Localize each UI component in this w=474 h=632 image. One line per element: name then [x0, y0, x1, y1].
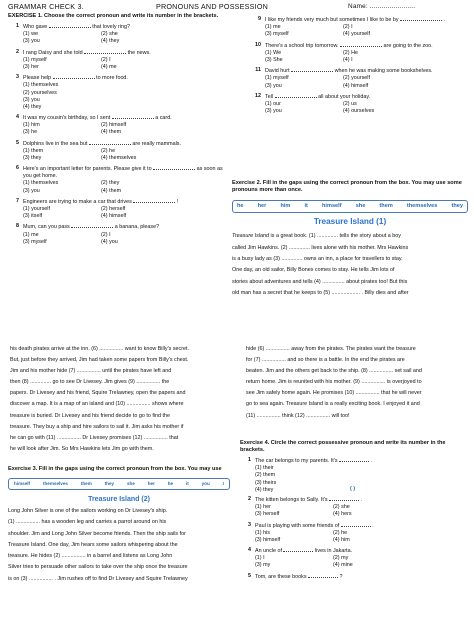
question-number: 1 [16, 23, 19, 30]
answer-option[interactable]: (4) they [101, 38, 120, 45]
answer-option[interactable]: (3) you [265, 82, 282, 89]
question-number: 1 [248, 457, 251, 464]
answer-blank[interactable] [339, 457, 369, 462]
answer-option[interactable]: (4) themselves [101, 154, 137, 161]
question [250, 16, 468, 38]
exercise2-title: Exercise 2. Fill in the gaps using the correct pronoun from the box. You may use some pronouns more than once. [232, 180, 462, 193]
question [8, 223, 230, 245]
question-text [265, 42, 468, 50]
question [250, 67, 468, 89]
question-number: 4 [16, 114, 19, 121]
question [240, 496, 468, 518]
word-box-item: you [201, 480, 210, 486]
answer-blank[interactable] [112, 114, 154, 119]
story-line [232, 254, 468, 265]
word-box-item: it [304, 202, 308, 209]
question-text [23, 74, 230, 82]
exercise1-title: EXERCISE 1. Choose the correct pronoun and write its number in the brackets. [8, 13, 219, 19]
question-text-end: when he was making some bookshelves. [333, 68, 433, 75]
answer-options [250, 101, 468, 115]
question-number: 2 [16, 48, 19, 55]
word-box-item: he [167, 480, 174, 486]
answer-option[interactable]: (2) herself [101, 206, 126, 213]
story2-text [8, 506, 230, 584]
question [240, 547, 468, 569]
answer-option[interactable]: (4) himself [343, 82, 369, 89]
question-number: 6 [16, 165, 19, 172]
question [8, 49, 230, 71]
story-line: Long John Silver is one of the sailors working on Dr Livesey's ship. [8, 508, 168, 515]
word-box-item: her [257, 202, 267, 209]
answer-option[interactable]: (1) him [23, 122, 40, 129]
answer-blank[interactable] [283, 547, 313, 552]
question [240, 457, 468, 493]
story-text: is a great book. (1) [269, 233, 318, 240]
answer-option[interactable]: (3) itself [23, 213, 43, 220]
question-stem [250, 42, 468, 50]
answer-blank[interactable]: ................... [331, 290, 360, 297]
answer-option[interactable]: (2) they [101, 180, 120, 187]
story-line: see Jim safely home again. He promises (10) ................ that he will never [246, 390, 422, 397]
answer-option[interactable]: (1) themselves [23, 180, 59, 187]
word-box-item: them [379, 202, 393, 209]
answer-option[interactable]: (4) them [101, 187, 122, 194]
story-text: stories about adventures and tells (4) [232, 278, 323, 285]
question-stem [240, 573, 468, 581]
question-text-start: There's a school trip tomorrow. [265, 42, 341, 49]
answer-option[interactable]: (4) himself [101, 213, 127, 220]
answer-options [8, 57, 230, 71]
story-text: about pirates too! But this [344, 278, 408, 285]
exercise1-right-items [250, 16, 468, 115]
exercise1-left [8, 13, 230, 246]
question [8, 114, 230, 136]
question-text-end: that lovely ring? [90, 24, 131, 31]
answer-option[interactable]: (3) her [23, 63, 39, 70]
story-line: shoulder. Jim and Long John Silver become friends. Then the ship sails for [8, 530, 186, 537]
question-stem [8, 223, 230, 231]
word-box-item: them [80, 480, 92, 486]
story-text: . Billy dies and after [359, 290, 409, 297]
question-text [255, 496, 468, 504]
story-line: hide (6) ................ away from the pirates. The pirates want the treasure [246, 346, 416, 352]
word-box-item: they [451, 202, 463, 209]
question-text [23, 165, 230, 180]
question-text [23, 140, 230, 148]
answer-option[interactable]: (3) you [265, 108, 282, 115]
question-text [23, 114, 230, 122]
question [240, 522, 468, 544]
answer-option[interactable]: (1) we [23, 31, 38, 38]
answer-blank[interactable] [49, 23, 91, 28]
story-text: old man has a secret that he keeps to (5) [232, 290, 332, 297]
word-box-item: her [147, 480, 155, 486]
answer-option[interactable]: (3) you [23, 187, 40, 194]
story-line: return home. Jim is reunited with his mother. (9) ................ is overjoyed to [246, 379, 422, 386]
question-text-end: lives in Jakarta. [313, 548, 353, 555]
answer-option[interactable]: (4) ourselves [343, 108, 375, 115]
question [240, 573, 468, 581]
answer-option[interactable]: (4) hers [333, 511, 352, 518]
answer-option[interactable]: (3) my [255, 562, 271, 569]
word-box-item: themselves [42, 480, 68, 486]
answer-option[interactable]: (2) my [333, 555, 349, 562]
story-line: go to sea again. Treasure Island is a really exciting book. I enjoyed it and [246, 401, 420, 408]
answer-options [240, 530, 468, 544]
question-text [265, 93, 468, 101]
question-text-start: Tell [265, 93, 275, 100]
question-text [255, 547, 468, 555]
answer-options [8, 232, 230, 246]
question-stem [240, 522, 468, 530]
answer-option[interactable]: (4) you [101, 238, 118, 245]
question [8, 23, 230, 45]
question-text [23, 23, 230, 31]
question [8, 74, 230, 111]
question-text-start: Engineers are trying to make a car that drives [23, 198, 134, 205]
answer-option[interactable]: (1) themselves [23, 82, 59, 89]
question-text-end: . [359, 497, 363, 504]
word-box-item: himself [14, 480, 31, 486]
exercise3-title: Exercise 3. Fill in the gaps using the correct pronoun from the box. You may use [8, 466, 222, 472]
answer-option[interactable]: (2) he [333, 529, 348, 536]
word-box-item: himself [322, 202, 342, 209]
question-stem [8, 114, 230, 122]
story1-continuation [10, 344, 230, 455]
question [250, 42, 468, 64]
question-number: 9 [258, 16, 261, 23]
question-text-end: . [369, 458, 373, 465]
answer-option[interactable]: (3) herself [255, 511, 280, 518]
question-number: 7 [16, 197, 19, 204]
question-text [23, 223, 230, 231]
story-line: treasure. He hides (2) ................ in a barrel and listens as Long John [8, 553, 173, 560]
question-number: 11 [255, 67, 261, 74]
answer-blank[interactable]: ............... [322, 278, 345, 285]
question-text-end: . [442, 17, 446, 24]
answer-option[interactable]: (3) you [23, 96, 40, 103]
story-line: Jim and his mother hide (7) ................ until the pirates have left and [10, 368, 172, 375]
story1-text [232, 231, 468, 299]
answer-blank[interactable] [71, 223, 113, 228]
worksheet-title: GRAMMAR CHECK 3. [8, 2, 84, 11]
question-text [265, 16, 468, 24]
question-text-start: An uncle of [255, 548, 284, 555]
question-stem [8, 140, 230, 148]
word-box-item: it [185, 480, 189, 486]
exercise1-left-items [8, 23, 230, 246]
answer-blank[interactable] [84, 49, 126, 54]
story-line [232, 265, 468, 276]
answer-option[interactable]: (3) myself [265, 31, 289, 38]
question-text-end: to more food. [94, 75, 128, 82]
question-number: 4 [248, 547, 251, 554]
question-text-start: Dolphins live in the sea but [23, 140, 89, 147]
story2-continuation [246, 344, 470, 422]
answer-option[interactable]: (2) yourselves [23, 89, 57, 96]
word-box-item: they [104, 480, 115, 486]
question [8, 140, 230, 162]
answer-blank[interactable] [341, 522, 371, 527]
question-text [255, 573, 468, 581]
answer-option[interactable]: (2) them [255, 472, 276, 479]
question-number: 2 [248, 496, 251, 503]
question-number: 12 [255, 92, 261, 99]
answer-option[interactable]: (4) I [343, 57, 353, 63]
answer-option[interactable]: (3) you [23, 38, 40, 45]
exercise4-items [240, 457, 468, 581]
question-text [265, 67, 468, 75]
question-number: 3 [16, 74, 19, 81]
story-line: beaten. Jim and the others get back to the ship. (8) ................ set sail and [246, 368, 422, 375]
word-box-item: she [126, 480, 135, 486]
question-text-end: a banana, please? [113, 224, 160, 231]
question-text [23, 198, 230, 206]
answer-options [250, 50, 468, 64]
answer-option[interactable]: (2) I [101, 56, 111, 63]
name-field[interactable]: Name: ....................... [348, 3, 416, 10]
question-text-end: ? [338, 573, 343, 580]
story1-title: Treasure Island (1) [313, 217, 387, 227]
answer-option[interactable]: (2) yourself [343, 75, 370, 82]
question [250, 93, 468, 115]
answer-option[interactable]: (2) He [343, 49, 358, 56]
question-text-end: a card. [153, 115, 172, 122]
story2-title: Treasure Island (2) [88, 496, 150, 504]
question-number: 10 [255, 41, 261, 48]
story-line: papers. Dr Livesey and his friend, Squire Trelawney, open the papers and [10, 390, 186, 397]
answer-option[interactable]: (1) yourself [23, 206, 50, 213]
answer-option[interactable]: (4) they [23, 103, 42, 110]
story-line: is on (3) ................ . Jim rushes off to find Dr Livesey and Squire Trelawney [8, 575, 188, 582]
question-stem [250, 93, 468, 101]
answer-option[interactable]: (2) himself [101, 122, 127, 129]
answer-options [8, 180, 230, 194]
answer-option[interactable]: (3) She [265, 57, 283, 63]
answer-options [250, 24, 468, 38]
answer-option[interactable]: (1) me [265, 24, 281, 31]
question-stem [8, 74, 230, 82]
story-text: lives alone with his mother. Mrs Hawkins [309, 244, 409, 251]
question-number: 5 [248, 572, 251, 579]
story-text: One day, an old sailor, Billy Bones comes to stay. He tells Jim lots of [232, 267, 395, 274]
answer-option[interactable]: (2) she [101, 31, 118, 38]
story-text: owns an inn, a place for travellers to stay. [302, 255, 403, 262]
exercise3-word-box [8, 478, 230, 490]
answer-option[interactable]: (3) himself [255, 536, 281, 543]
answer-option[interactable]: (4) me [101, 63, 117, 70]
word-box-item: she [355, 202, 366, 209]
answer-blank[interactable] [153, 165, 195, 170]
word-box-item: him [280, 202, 291, 209]
answer-option[interactable]: (4) him [333, 536, 350, 543]
question-text-start: I like my friends very much but sometimes I like to be by [265, 17, 401, 24]
answer-blank[interactable] [89, 140, 131, 145]
question-stem [8, 165, 230, 180]
question-text-end: are going to the zoo. [382, 42, 433, 49]
answer-option[interactable]: (2) I [101, 231, 111, 238]
answer-blank[interactable] [133, 198, 175, 203]
answer-options [240, 504, 468, 518]
story-line: for (7) ................ and so there is a battle. In the end the pirates are [246, 357, 405, 364]
answer-blank[interactable] [275, 93, 317, 98]
answer-options [8, 206, 230, 220]
question-number: 8 [16, 223, 19, 230]
answer-option[interactable]: (1) our [265, 101, 281, 107]
story-line: his death pirates arrive at the inn. (6) ................ want to know Billy's secret. [10, 346, 189, 352]
question-text [255, 522, 468, 530]
story-line [232, 243, 468, 254]
answer-option[interactable]: (3) they [23, 154, 42, 161]
story-line: (1) ................ has a wooden leg and carries a parrot around on his [8, 519, 167, 526]
answer-blank[interactable]: .............. [288, 244, 310, 251]
worksheet-topic: PRONOUNS AND POSSESSION [156, 2, 269, 11]
answer-blank[interactable] [340, 42, 382, 47]
exercise1-right [250, 13, 468, 115]
answer-options [8, 122, 230, 136]
question-text-end: as soon as you get home. [23, 166, 223, 180]
word-box-item: I [222, 480, 224, 486]
question-stem [240, 457, 468, 465]
story-line: he will look after Jim. So Mrs Hawkins lets Jim go with them. [10, 445, 154, 452]
story-line [232, 277, 468, 288]
question-text-start: Here's an important letter for parents. Please give it to [23, 166, 154, 173]
answer-option[interactable]: (1) I [255, 555, 265, 562]
story-line: But, just before they arrived, Jim had taken some papers from Billy's chest. [10, 357, 189, 364]
answer-options [8, 31, 230, 45]
answer-option[interactable]: (4) them [101, 129, 122, 136]
answer-option[interactable]: (1) his [255, 529, 270, 536]
question-number: 3 [248, 521, 251, 528]
answer-option[interactable]: (1) myself [265, 75, 289, 82]
story-line: then (8) .............. go to see Dr Livesey. Jim gives (9) ................ the [10, 379, 170, 386]
question-text-end: . [370, 522, 374, 529]
exercise2 [232, 180, 468, 300]
answer-blank[interactable] [308, 573, 338, 578]
story-line: he can go with (11) ................ Dr Livesey promises (12) ................ that [10, 434, 179, 441]
answer-option[interactable]: (2) she [333, 504, 350, 511]
answer-blank[interactable]: .............. [281, 255, 303, 262]
story-line: treasure is buried. Dr Livesey and his friend decide to go to find the [10, 412, 171, 419]
question-text-start: The car belongs to my parents. It's [255, 458, 340, 465]
question [8, 198, 230, 220]
question-text-start: It was my cousin's birthday, so I sent [23, 115, 112, 122]
question-stem [8, 49, 230, 57]
answer-options [8, 148, 230, 162]
story-line: Silver tries to persuade other sailors to take over the ship once the treasure [8, 564, 188, 571]
story-text: Treasure Island [232, 233, 270, 240]
question-stem [8, 198, 230, 206]
story-line: discover a map. It is a map of an island and (10) ................ shows where [10, 401, 184, 408]
answer-option[interactable]: (1) me [23, 231, 39, 238]
question-stem [250, 16, 468, 24]
story-line [232, 231, 468, 242]
story-text: tells the story about a boy [337, 233, 401, 240]
exercise4-title: Exercise 4. Circle the correct possessive pronoun and write its number in the brackets. [240, 440, 446, 453]
story-line: Treasure Island. One day, Jim hears some sailors whispering about the [8, 541, 178, 548]
question-text-start: Who gave [23, 24, 49, 31]
question-text-start: I rang Daisy and she told [23, 49, 85, 56]
story-line [232, 288, 468, 299]
answer-blank[interactable] [291, 67, 333, 72]
answer-options [240, 555, 468, 569]
question-text-end: the news. [126, 49, 151, 56]
answer-option[interactable]: (3) he [23, 129, 38, 136]
answer-option[interactable]: (1) them [23, 147, 44, 154]
answer-option[interactable]: (3) theirs [255, 479, 277, 486]
word-box-item: themselves [406, 202, 438, 209]
question-stem [250, 67, 468, 75]
answer-option[interactable]: (4) mine [333, 562, 353, 569]
question-text-start: Mum, can you pass [23, 224, 72, 231]
answer-option[interactable]: (1) myself [23, 56, 47, 63]
story-text: called Jim Hawkins. (2) [232, 244, 289, 251]
question-text [23, 49, 230, 57]
answer-option[interactable]: (4) they [255, 486, 274, 493]
answer-bracket[interactable]: ( ) [350, 485, 356, 492]
answer-option[interactable]: (3) myself [23, 238, 47, 245]
answer-option[interactable]: (1) their [255, 465, 274, 472]
answer-option[interactable]: (2) he [101, 147, 116, 154]
question-number: 5 [16, 139, 19, 146]
answer-option[interactable]: (1) We [265, 49, 282, 56]
answer-blank[interactable] [53, 74, 95, 79]
question-text-end: ! [175, 198, 179, 205]
question-text-end: are really mammals. [130, 140, 181, 147]
answer-blank[interactable] [400, 16, 442, 21]
answer-options [8, 82, 230, 111]
answer-blank[interactable]: .............. [317, 233, 338, 240]
question-text-start: Paul is playing with some friends of [255, 522, 341, 529]
answer-option[interactable]: (2) us [343, 101, 357, 107]
exercise2-word-box [232, 200, 468, 213]
question-text-start: David hurt [265, 68, 292, 75]
story-text: is a busy lady as (3) [232, 255, 282, 262]
answer-option[interactable]: (1) her [255, 504, 271, 511]
answer-blank[interactable] [329, 496, 359, 501]
story-line: treasure. They buy a ship and hire sailors to sail it. Jim asks his mother if [10, 423, 184, 430]
answer-option[interactable]: (2) I [343, 24, 353, 31]
question [8, 165, 230, 195]
answer-options [250, 75, 468, 89]
exercise3 [8, 466, 230, 585]
story-line: (11) ................ think (12) ................ will too! [246, 412, 350, 419]
question-text-start: Please help [23, 75, 53, 82]
word-box-item: he [237, 202, 244, 209]
question-text-start: Tom, are these books [255, 573, 309, 580]
answer-option[interactable]: (4) yourself [343, 31, 370, 38]
question-stem [240, 496, 468, 504]
question-text-start: The kitten belongs to Sally. It's [255, 497, 330, 504]
question-stem [240, 547, 468, 555]
question-stem [8, 23, 230, 31]
question-text-end: all about your holiday. [316, 93, 371, 100]
exercise4 [240, 440, 468, 581]
question-text [255, 457, 468, 465]
